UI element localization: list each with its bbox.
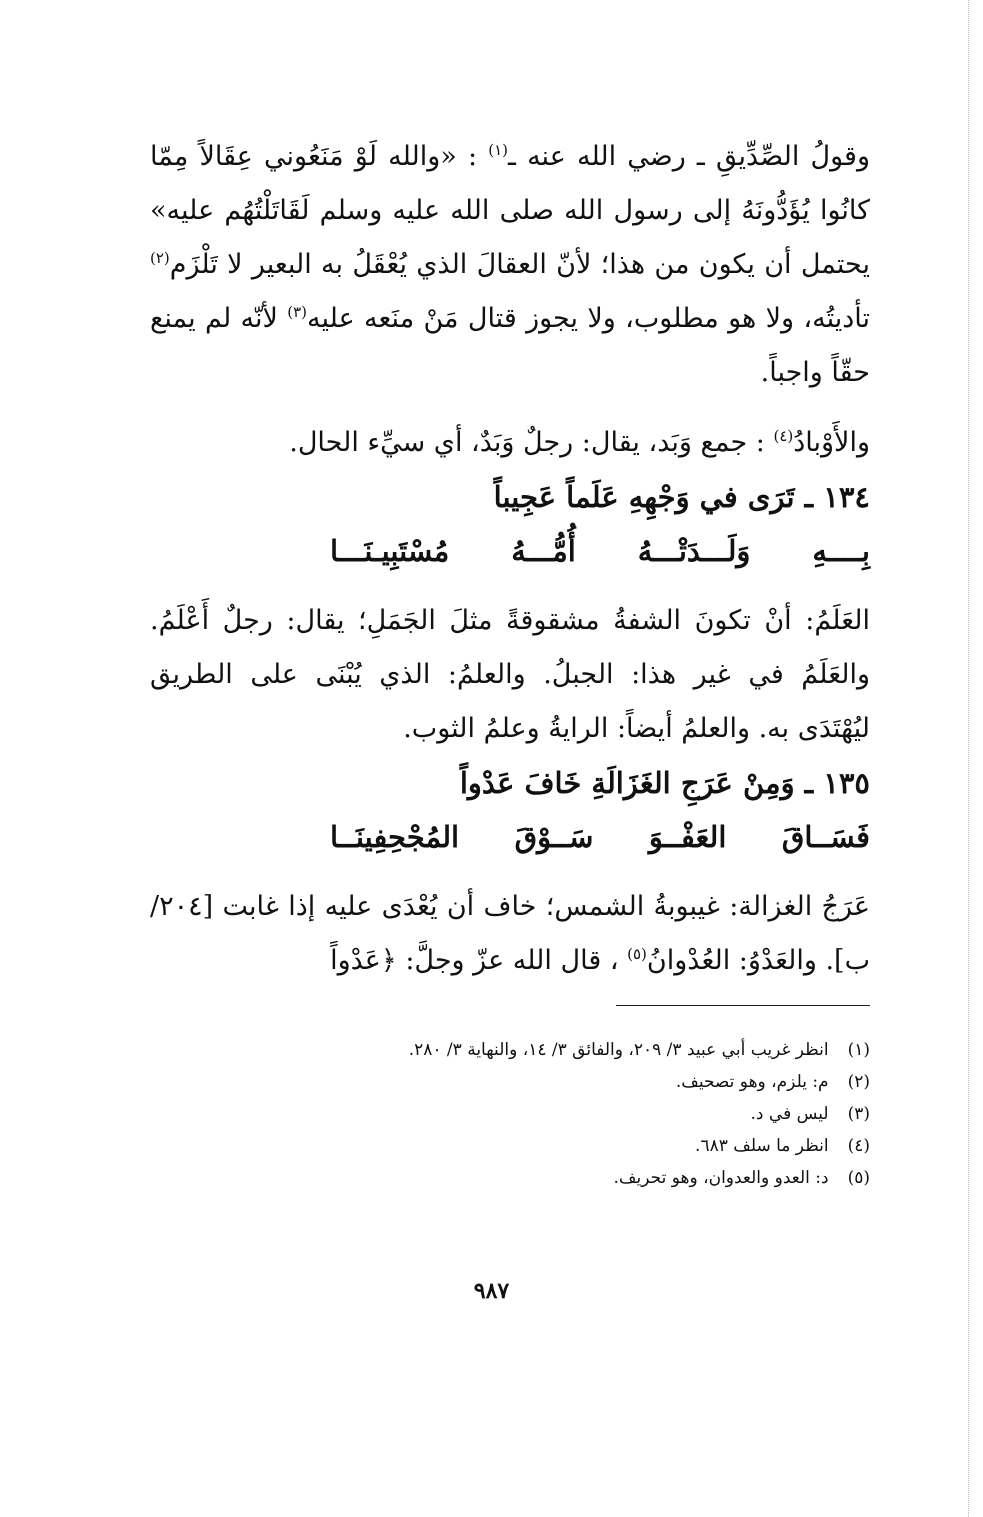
- verse-135-second-hemistich: فَسَــاقَ العَفْــوَ سَــوْقَ المُجْحِفِينَــا: [330, 820, 870, 854]
- paragraph-text: والأَوْبادُ: [793, 427, 870, 458]
- footnote-ref-5[interactable]: (٥): [627, 945, 647, 963]
- footnote-number: (٥): [847, 1168, 870, 1188]
- footnote-text: انظر ما سلف ٦٨٣.: [695, 1136, 829, 1156]
- paragraph-arj-ghazala: [150, 880, 870, 988]
- footnote-number: (٢): [847, 1072, 870, 1092]
- paragraph-siddiq-quote: [150, 130, 870, 400]
- verse-134-second-hemistich: بِــــهِ وَلَـــدَتْـــهُ أُمُّـــهُ مُسْتَبِيـنَـــا: [330, 534, 870, 568]
- footnote-ref-1[interactable]: (١): [488, 141, 509, 159]
- verse-134-first-hemistich: ١٣٤ ـ تَرَى في وَجْهِهِ عَلَماً عَجِيباً: [493, 480, 870, 514]
- paragraph-text: وقولُ الصِّدِّيقِ ـ رضي الله عنه ـ: [508, 141, 870, 172]
- footnote-text: د: العدو والعدوان، وهو تحريف.: [613, 1168, 829, 1188]
- footnote-item: [150, 1098, 870, 1130]
- paragraph-text: تأديتُه، ولا هو مطلوب، ولا يجوز قتال مَنْ منَعه عليه: [307, 303, 870, 334]
- footnote-item: [150, 1034, 870, 1066]
- footnote-ref-3[interactable]: (٣): [287, 303, 308, 321]
- paragraph-text: عَرَجُ الغزالة: غيبوبةُ الشمس؛ خاف أن يُعْدَى عليه إذا غابت [٢٠٤/ب]. والعَدْوُ: العُدْوانُ: [150, 891, 870, 976]
- footnote-number: (١): [847, 1040, 870, 1060]
- main-text: [150, 130, 870, 988]
- paragraph-awbad: [150, 416, 870, 470]
- footnote-item: [150, 1130, 870, 1162]
- footnote-item: [150, 1066, 870, 1098]
- paragraph-alam: العَلَمُ: أنْ تكونَ الشفةُ مشقوقةً مثلَ الجَمَلِ؛ يقال: رجلٌ أَعْلَمُ. والعَلَمُ في غير هذا: الجبلُ. والعلمُ: الذي يُبْنَى على الطريق ليُهْتَدَى به. والعلمُ أيضاً: الرايةُ وعلمُ الثوب.: [150, 605, 870, 744]
- paragraph-text: ، قال الله عزّ وجلَّ: ﴿عَدْواً: [330, 945, 628, 976]
- paragraph-text: : «والله لَوْ مَنَعُوني عِقَالاً مِمّا كانُوا يُؤَدُّونَهُ إلى رسول الله صلى الله عليه وسلم لَقَاتَلْتُهُم عليه» يحتمل أن يكون من هذا؛ لأنّ العقالَ الذي يُعْقَلُ به البعير لا تَلْزَم: [150, 141, 870, 280]
- footnote-text: ليس في د.: [750, 1104, 829, 1124]
- page-number: ٩٨٧: [473, 1278, 510, 1304]
- paragraph-text: لأنّه لم يمنع حقّاً واجباً.: [150, 303, 870, 388]
- footnote-separator: [616, 1005, 870, 1006]
- footnote-ref-4[interactable]: (٤): [773, 427, 794, 445]
- paragraph-text: : جمع وَبَد، يقال: رجلٌ وَبَدٌ، أي سيِّء الحال.: [289, 427, 774, 458]
- footnote-number: (٣): [847, 1104, 870, 1124]
- footnote-text: انظر غريب أبي عبيد ٣/ ٢٠٩، والفائق ٣/ ١٤، والنهاية ٣/ ٢٨٠.: [408, 1040, 829, 1060]
- footnotes-list: [150, 1034, 870, 1194]
- footnote-text: م: يلزم، وهو تصحيف.: [675, 1072, 829, 1092]
- footnote-item: [150, 1162, 870, 1194]
- verse-135-first-hemistich: ١٣٥ ـ وَمِنْ عَرَجِ الغَزَالَةِ خَافَ عَدْواً: [459, 766, 870, 800]
- footnote-number: (٤): [847, 1136, 870, 1156]
- footnote-ref-2[interactable]: (٢): [150, 249, 170, 267]
